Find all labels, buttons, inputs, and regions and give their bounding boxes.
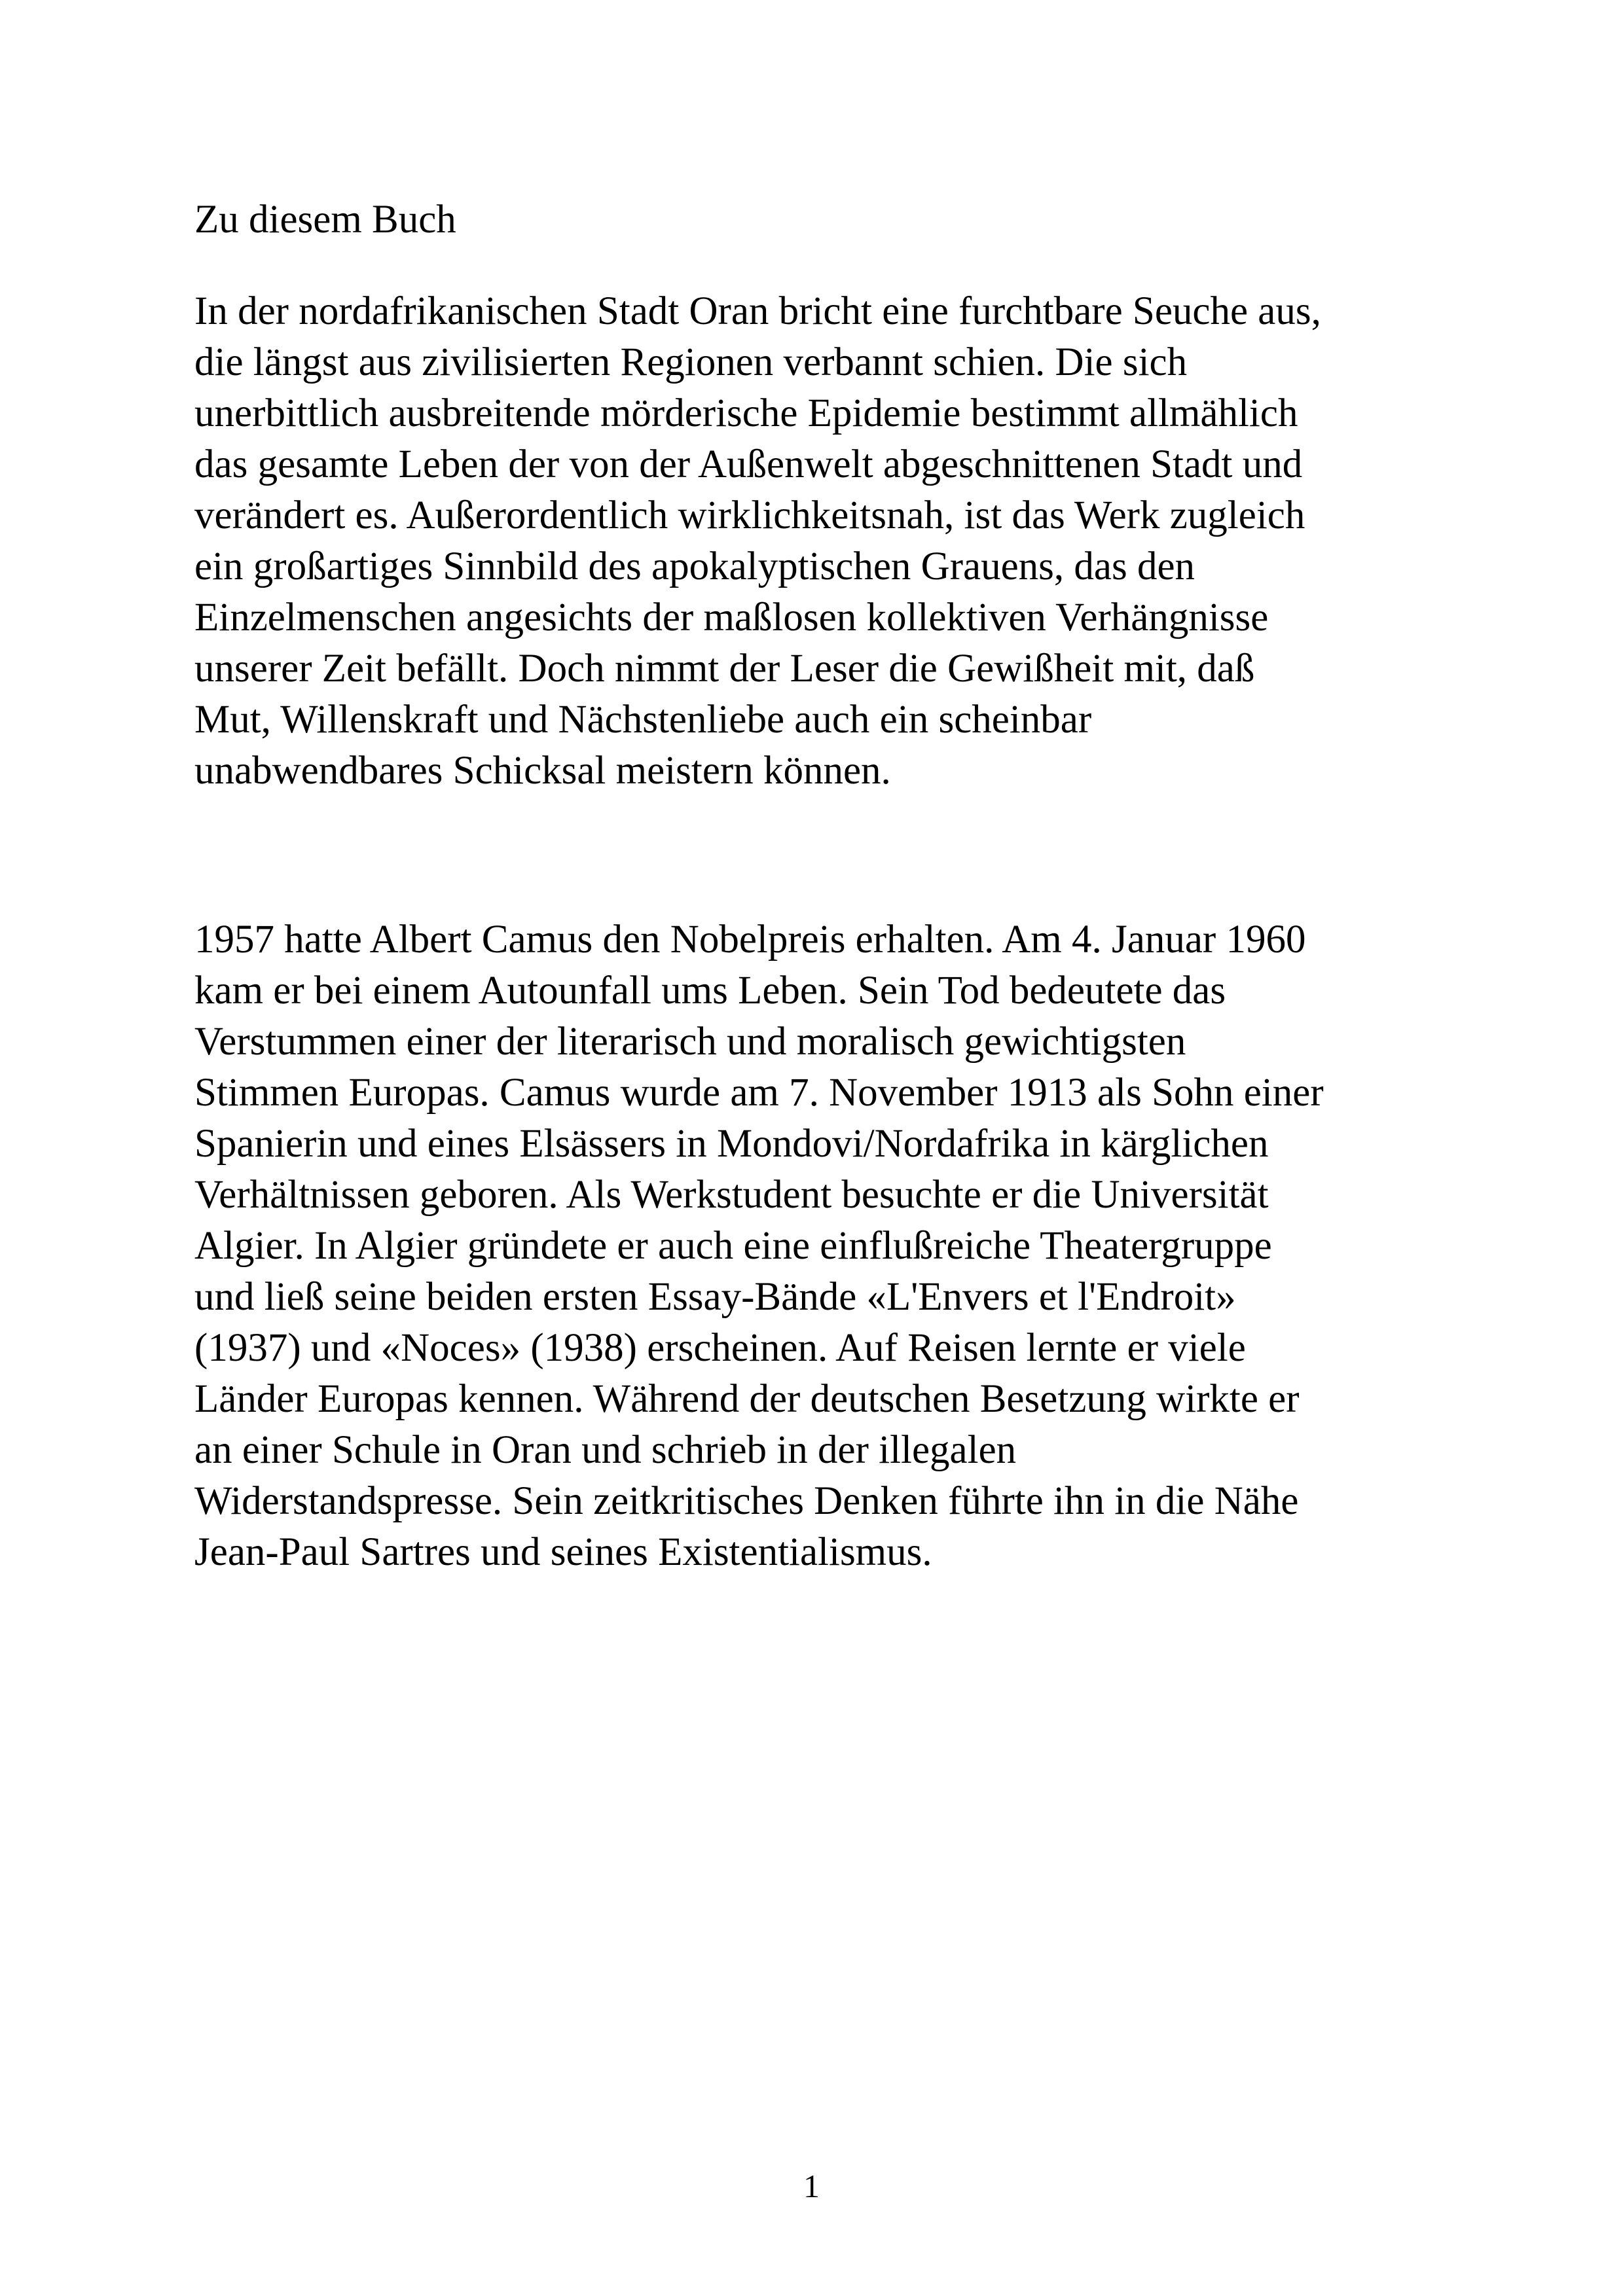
- text-line: Jean-Paul Sartres und seines Existentialismus.: [194, 1530, 932, 1574]
- text-line: unserer Zeit befällt. Doch nimmt der Leser die Gewißheit mit, daß: [194, 647, 1255, 691]
- page-number: 1: [803, 2168, 820, 2204]
- text-line: Verhältnissen geboren. Als Werkstudent besuchte er die Universität: [194, 1173, 1269, 1217]
- paragraph-book-summary: [194, 286, 1321, 797]
- text-line: unerbittlich ausbreitende mörderische Epidemie bestimmt allmählich: [194, 391, 1298, 435]
- text-line: Verstummen einer der literarisch und moralisch gewichtigsten: [194, 1020, 1186, 1064]
- text-line: Einzelmenschen angesichts der maßlosen kollektiven Verhängnisse: [194, 596, 1269, 639]
- text-line: In der nordafrikanischen Stadt Oran bricht eine furchtbare Seuche aus,: [194, 289, 1321, 333]
- text-line: verändert es. Außerordentlich wirklichkeitsnah, ist das Werk zugleich: [194, 493, 1305, 537]
- text-line: Algier. In Algier gründete er auch eine einflußreiche Theatergruppe: [194, 1224, 1272, 1268]
- text-line: 1957 hatte Albert Camus den Nobelpreis erhalten. Am 4. Januar 1960: [194, 918, 1306, 961]
- paragraph-author-bio: [194, 914, 1324, 1578]
- text-line: die längst aus zivilisierten Regionen verbannt schien. Die sich: [194, 340, 1188, 384]
- text-line: an einer Schule in Oran und schrieb in der illegalen: [194, 1428, 1017, 1472]
- text-line: Stimmen Europas. Camus wurde am 7. November 1913 als Sohn einer: [194, 1071, 1324, 1115]
- text-line: Länder Europas kennen. Während der deutschen Besetzung wirkte er: [194, 1377, 1300, 1421]
- text-line: das gesamte Leben der von der Außenwelt abgeschnittenen Stadt und: [194, 442, 1303, 486]
- text-line: Widerstandspresse. Sein zeitkritisches Denken führte ihn in die Nähe: [194, 1479, 1299, 1523]
- text-line: ein großartiges Sinnbild des apokalyptischen Grauens, das den: [194, 545, 1195, 588]
- section-heading: Zu diesem Buch: [194, 198, 456, 242]
- text-line: (1937) und «Noces» (1938) erscheinen. Auf Reisen lernte er viele: [194, 1326, 1246, 1370]
- text-line: kam er bei einem Autounfall ums Leben. Sein Tod bedeutete das: [194, 969, 1226, 1013]
- text-line: unabwendbares Schicksal meistern können.: [194, 749, 891, 793]
- text-line: Spanierin und eines Elsässers in Mondovi/Nordafrika in kärglichen: [194, 1122, 1269, 1166]
- text-line: und ließ seine beiden ersten Essay-Bände «L'Envers et l'Endroit»: [194, 1275, 1236, 1319]
- text-line: Mut, Willenskraft und Nächstenliebe auch ein scheinbar: [194, 698, 1092, 742]
